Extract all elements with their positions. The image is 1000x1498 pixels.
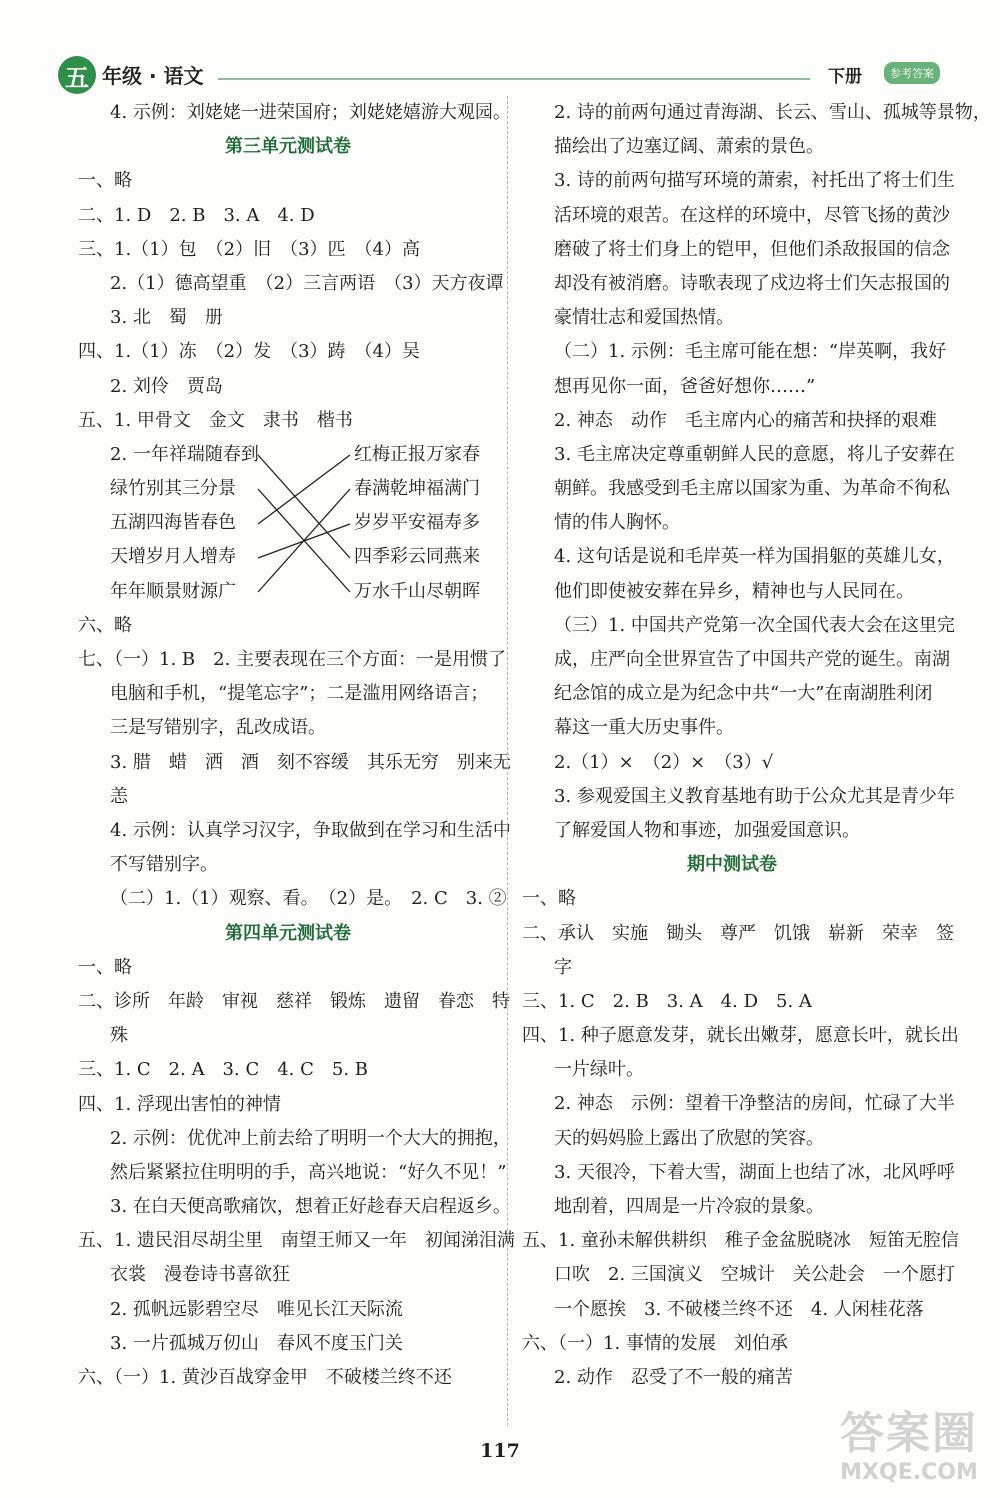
answer-line: 口吹 2. 三国演义 空城计 关公赴会 一个愿打	[554, 1264, 955, 1286]
page-number: 117	[480, 1440, 520, 1462]
matching-left-items	[110, 438, 260, 609]
answer-line: 一、略	[78, 170, 132, 192]
match-left-item: 天增岁月人增寿	[110, 546, 236, 568]
section-heading: 第三单元测试卷	[225, 136, 351, 158]
answer-line: 然后紧紧拉住明明的手，高兴地说：“好久不见！”	[110, 1161, 507, 1183]
right-column	[522, 96, 991, 1395]
answer-line: 恙	[110, 785, 128, 807]
left-column-part2	[78, 609, 515, 1395]
answer-line: 2. 孤帆远影碧空尽 唯见长江天际流	[110, 1298, 403, 1320]
answer-line: 4. 这句话是说和毛岸英一样为国捐躯的英雄儿女，	[554, 546, 955, 568]
right-column-lines	[522, 96, 991, 1395]
answer-line: 豪情壮志和爱国热情。	[554, 307, 734, 329]
match-right-item: 万水千山尽朝晖	[354, 580, 480, 602]
match-left-item: 2. 一年祥瑞随春到	[110, 443, 259, 465]
answer-line: 二、诊所 年龄 审视 慈祥 锻炼 遗留 眷恋 特	[78, 990, 510, 1012]
answer-line: 却没有被消磨。诗歌表现了戍边将士们矢志报国的	[554, 272, 950, 294]
answer-line: 情的伟人胸怀。	[554, 512, 680, 534]
answer-line: 4. 示例：刘姥姥一进荣国府；刘姥姥嬉游大观园。	[110, 102, 511, 123]
column-divider	[507, 96, 508, 1426]
match-right-item: 四季彩云同燕来	[354, 546, 480, 568]
page-header	[58, 56, 940, 96]
couplet-matching	[78, 438, 498, 609]
answer-line: 四、1. 种子愿意发芽，就长出嫩芽，愿意长叶，就长出	[522, 1025, 959, 1047]
answer-line: 字	[554, 956, 572, 978]
watermark-logo-text: 答案圈	[840, 1408, 978, 1459]
answer-line: 四、1. 浮现出害怕的神情	[78, 1093, 281, 1115]
answer-line: 成，庄严向全世界宣告了中国共产党的诞生。南湖	[554, 649, 950, 670]
matching-right-items	[354, 438, 504, 609]
match-right-item: 岁岁平安福寿多	[354, 512, 480, 534]
answer-line: 3. 一片孤城万仞山 春风不度玉门关	[110, 1332, 403, 1354]
match-left-item: 五湖四海皆春色	[110, 512, 236, 534]
grade-badge: 五	[58, 56, 96, 94]
answer-line: 六、（一）1. 黄沙百战穿金甲 不破楼兰终不还	[78, 1367, 452, 1388]
answer-line: 2. 刘伶 贾岛	[110, 375, 223, 397]
answer-line: 五、1. 甲骨文 金文 隶书 楷书	[78, 409, 353, 431]
answer-line: 了解爱国人物和事迹，加强爱国意识。	[554, 819, 860, 841]
answer-line: 三、1. C 2. A 3. C 4. C 5. B	[78, 1059, 369, 1081]
answer-line: 三是写错别字，乱改成语。	[110, 717, 326, 739]
answer-line: 想再见你一面，爸爸好想你……”	[554, 375, 816, 397]
answer-line: 朝鲜。我感受到毛主席以国家为重、为革命不徇私	[554, 478, 950, 500]
answer-line: 五、1. 遗民泪尽胡尘里 南望王师又一年 初闻涕泪满	[78, 1230, 515, 1252]
section-heading: 期中测试卷	[687, 854, 777, 876]
answer-line: 地刮着，四周是一片冷寂的景象。	[554, 1196, 824, 1217]
match-left-item: 绿竹别其三分景	[110, 478, 236, 500]
answer-line: 3. 诗的前两句描写环境的萧索，衬托出了将士们生	[554, 170, 955, 192]
answer-line: （二）1. 示例：毛主席可能在想：“岸英啊，我好	[554, 341, 947, 363]
answer-line: 七、（一）1. B 2. 主要表现在三个方面：一是用惯了	[78, 649, 507, 671]
answer-line: 一个愿挨 3. 不破楼兰终不还 4. 人闲桂花落	[554, 1298, 924, 1320]
answer-line: 3. 北 蜀 册	[110, 307, 223, 329]
left-column	[78, 96, 515, 1395]
answer-tag: 参考答案	[884, 62, 940, 84]
header-rule	[218, 78, 810, 80]
answer-line: 2. 诗的前两句通过青海湖、长云、雪山、孤城等景物，	[554, 102, 991, 123]
answer-line: 二、承认 实施 锄头 尊严 饥饿 崭新 荣幸 签	[522, 922, 954, 944]
match-right-item: 春满乾坤福满门	[354, 478, 480, 500]
answer-line: 一、略	[78, 956, 132, 978]
answer-line: 天的妈妈脸上露出了欣慰的笑容。	[554, 1127, 824, 1149]
answer-line: 磨破了将士们身上的铠甲，但他们杀敌报国的信念	[554, 238, 950, 260]
watermark	[840, 1408, 978, 1486]
answer-line: 三、1.（1）包 （2）旧 （3）匹 （4）高	[78, 238, 420, 260]
match-line	[258, 455, 350, 558]
answer-line: 2.（1）德高望重 （2）三言两语 （3）天方夜谭	[110, 272, 504, 294]
watermark-url: MXQE.COM	[840, 1460, 978, 1485]
answer-line: 殊	[110, 1025, 128, 1047]
answer-line: 六、略	[78, 614, 132, 636]
answer-line: 不写错别字。	[110, 854, 218, 876]
answer-line: 六、（一）1. 事情的发展 刘伯承	[522, 1332, 788, 1354]
match-left-item: 年年顺景财源广	[110, 580, 236, 602]
answer-line: 描绘出了边塞辽阔、萧索的景色。	[554, 136, 824, 158]
answer-line: 3. 腊 蜡 洒 酒 刻不容缓 其乐无穷 别来无	[110, 751, 511, 773]
answer-line: （三）1. 中国共产党第一次全国代表大会在这里完	[554, 614, 955, 636]
answer-line: 他们即使被安葬在异乡，精神也与人民同在。	[554, 580, 914, 602]
match-line	[258, 455, 350, 524]
answer-line: 二、1. D 2. B 3. A 4. D	[78, 204, 315, 226]
answer-line: 一、略	[522, 888, 576, 910]
answer-line: 2. 示例：优优冲上前去给了明明一个大大的拥抱，	[110, 1127, 511, 1149]
answer-line: 幕这一重大历史事件。	[554, 717, 734, 739]
grade-subject-title: 年级 · 语文	[102, 64, 204, 88]
answer-line: 2.（1）× （2）× （3）√	[554, 751, 774, 773]
answer-line: （二）1.（1）观察、看。 （2）是。 2. C 3. ②	[110, 888, 507, 910]
answer-line: 活环境的艰苦。在这样的环境中，尽管飞扬的黄沙	[554, 204, 950, 226]
answer-line: 衣裳 漫卷诗书喜欲狂	[110, 1264, 290, 1286]
volume-label: 下册	[828, 67, 862, 87]
answer-line: 4. 示例：认真学习汉字，争取做到在学习和生活中	[110, 820, 511, 841]
section-heading: 第四单元测试卷	[225, 922, 351, 944]
answer-line: 2. 神态 示例：望着干净整洁的房间，忙碌了大半	[554, 1093, 955, 1115]
answer-line: 3. 毛主席决定尊重朝鲜人民的意愿，将儿子安葬在	[554, 443, 955, 465]
answer-line: 2. 动作 忍受了不一般的痛苦	[554, 1366, 793, 1388]
answer-line: 2. 神态 动作 毛主席内心的痛苦和抉择的艰难	[554, 409, 937, 431]
answer-line: 一片绿叶。	[554, 1059, 644, 1081]
answer-line: 3. 天很冷，下着大雪，湖面上也结了冰，北风呼呼	[554, 1161, 955, 1183]
answer-line: 3. 参观爱国主义教育基地有助于公众尤其是青少年	[554, 785, 955, 807]
answer-line: 三、1. C 2. B 3. A 4. D 5. A	[522, 990, 812, 1012]
answer-line: 电脑和手机，“提笔忘字”；二是滥用网络语言；	[110, 683, 489, 705]
answer-line: 3. 在白天便高歌痛饮，想着正好趁春天启程返乡。	[110, 1196, 511, 1218]
match-right-item: 红梅正报万家春	[354, 443, 480, 465]
answer-line: 纪念馆的成立是为纪念中共“一大”在南湖胜利闭	[554, 683, 933, 705]
left-column-part1	[78, 96, 511, 438]
answer-line: 五、1. 童孙未解供耕织 稚子金盆脱晓冰 短笛无腔信	[522, 1230, 959, 1252]
answer-line: 四、1.（1）冻 （2）发 （3）踌 （4）吴	[78, 341, 420, 363]
